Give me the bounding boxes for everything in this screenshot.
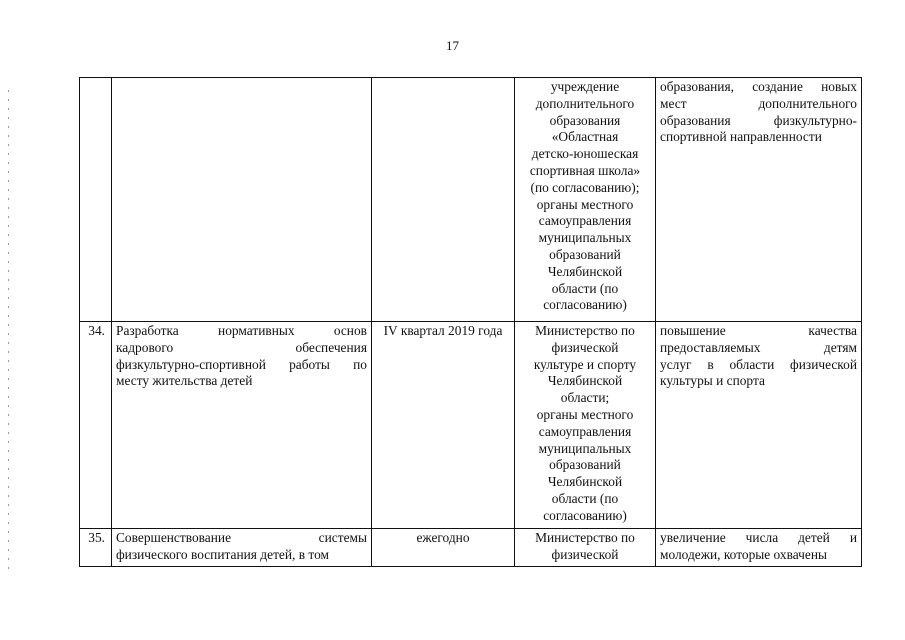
cell-line: (по согласованию); xyxy=(530,179,640,195)
cell-line: образований xyxy=(549,246,621,262)
cell-line: месту жительства детей xyxy=(116,373,253,389)
cell-line: физкультурно-спортивной работы по xyxy=(116,356,367,372)
cell-line: «Областная xyxy=(551,129,619,145)
cell-line: образования, создание новых xyxy=(660,79,857,94)
executor-cell xyxy=(515,322,656,529)
cell-line: Челябинской xyxy=(547,474,623,490)
result-cell xyxy=(656,322,862,529)
cell-line: области (по xyxy=(551,490,619,506)
cell-line: согласованию) xyxy=(543,297,627,313)
event-cell xyxy=(112,529,372,567)
term-cell: IV квартал 2019 года xyxy=(372,322,515,529)
cell-line: образования физкультурно- xyxy=(660,112,857,128)
cell-line: образования xyxy=(549,112,621,128)
cell-line: Министерство по xyxy=(535,323,635,338)
cell-line: Министерство по xyxy=(535,530,635,545)
cell-line: детско-юношеская xyxy=(531,146,639,162)
result-cell xyxy=(656,78,862,322)
term-cell: ежегодно xyxy=(372,529,515,567)
measures-table xyxy=(79,77,862,567)
cell-line: органы местного xyxy=(536,196,634,212)
cell-line: спортивной направленности xyxy=(660,129,822,145)
cell-line: области (по xyxy=(551,280,619,296)
cell-line: Челябинской xyxy=(547,263,623,279)
cell-line: физического воспитания детей, в том xyxy=(116,546,329,562)
cell-line: образований xyxy=(549,457,621,473)
cell-line: услуг в области физической xyxy=(660,356,857,372)
cell-line: согласованию) xyxy=(543,507,627,523)
cell-line: самоуправления xyxy=(538,423,632,439)
cell-line: самоуправления xyxy=(538,213,632,229)
cell-line: физической xyxy=(551,546,619,562)
cell-line: органы местного xyxy=(536,406,634,422)
row-number: 35. xyxy=(80,529,112,567)
cell-line: молодежи, которые охвачены xyxy=(660,546,828,562)
table-row xyxy=(80,529,862,567)
cell-line: Совершенствование системы xyxy=(116,530,367,545)
cell-line: муниципальных xyxy=(538,440,632,456)
cell-line: дополнительного xyxy=(535,95,635,111)
cell-line: учреждение xyxy=(550,79,620,94)
cell-line: мест дополнительного xyxy=(660,95,857,111)
page-number: 17 xyxy=(446,38,459,53)
cell-line: Разработка нормативных основ xyxy=(116,323,367,338)
result-cell xyxy=(656,529,862,567)
term-cell xyxy=(372,78,515,322)
cell-line: Челябинской xyxy=(547,373,623,389)
cell-line: области; xyxy=(560,390,610,406)
cell-line: муниципальных xyxy=(538,230,632,246)
cell-line: спортивная школа» xyxy=(529,162,641,178)
cell-line: культуры и спорта xyxy=(660,373,765,389)
scan-edge-mark xyxy=(8,90,9,570)
cell-line: физической xyxy=(551,339,619,355)
cell-line: увеличение числа детей и xyxy=(660,530,857,545)
event-cell xyxy=(112,78,372,322)
cell-line: предоставляемых детям xyxy=(660,339,857,355)
cell-line: культуре и спорту xyxy=(533,356,637,372)
table-row xyxy=(80,322,862,529)
event-cell xyxy=(112,322,372,529)
row-number xyxy=(80,78,112,322)
row-number: 34. xyxy=(80,322,112,529)
table-row xyxy=(80,78,862,322)
executor-cell xyxy=(515,78,656,322)
executor-cell xyxy=(515,529,656,567)
cell-line: кадрового обеспечения xyxy=(116,339,367,355)
cell-line: повышение качества xyxy=(660,323,857,338)
